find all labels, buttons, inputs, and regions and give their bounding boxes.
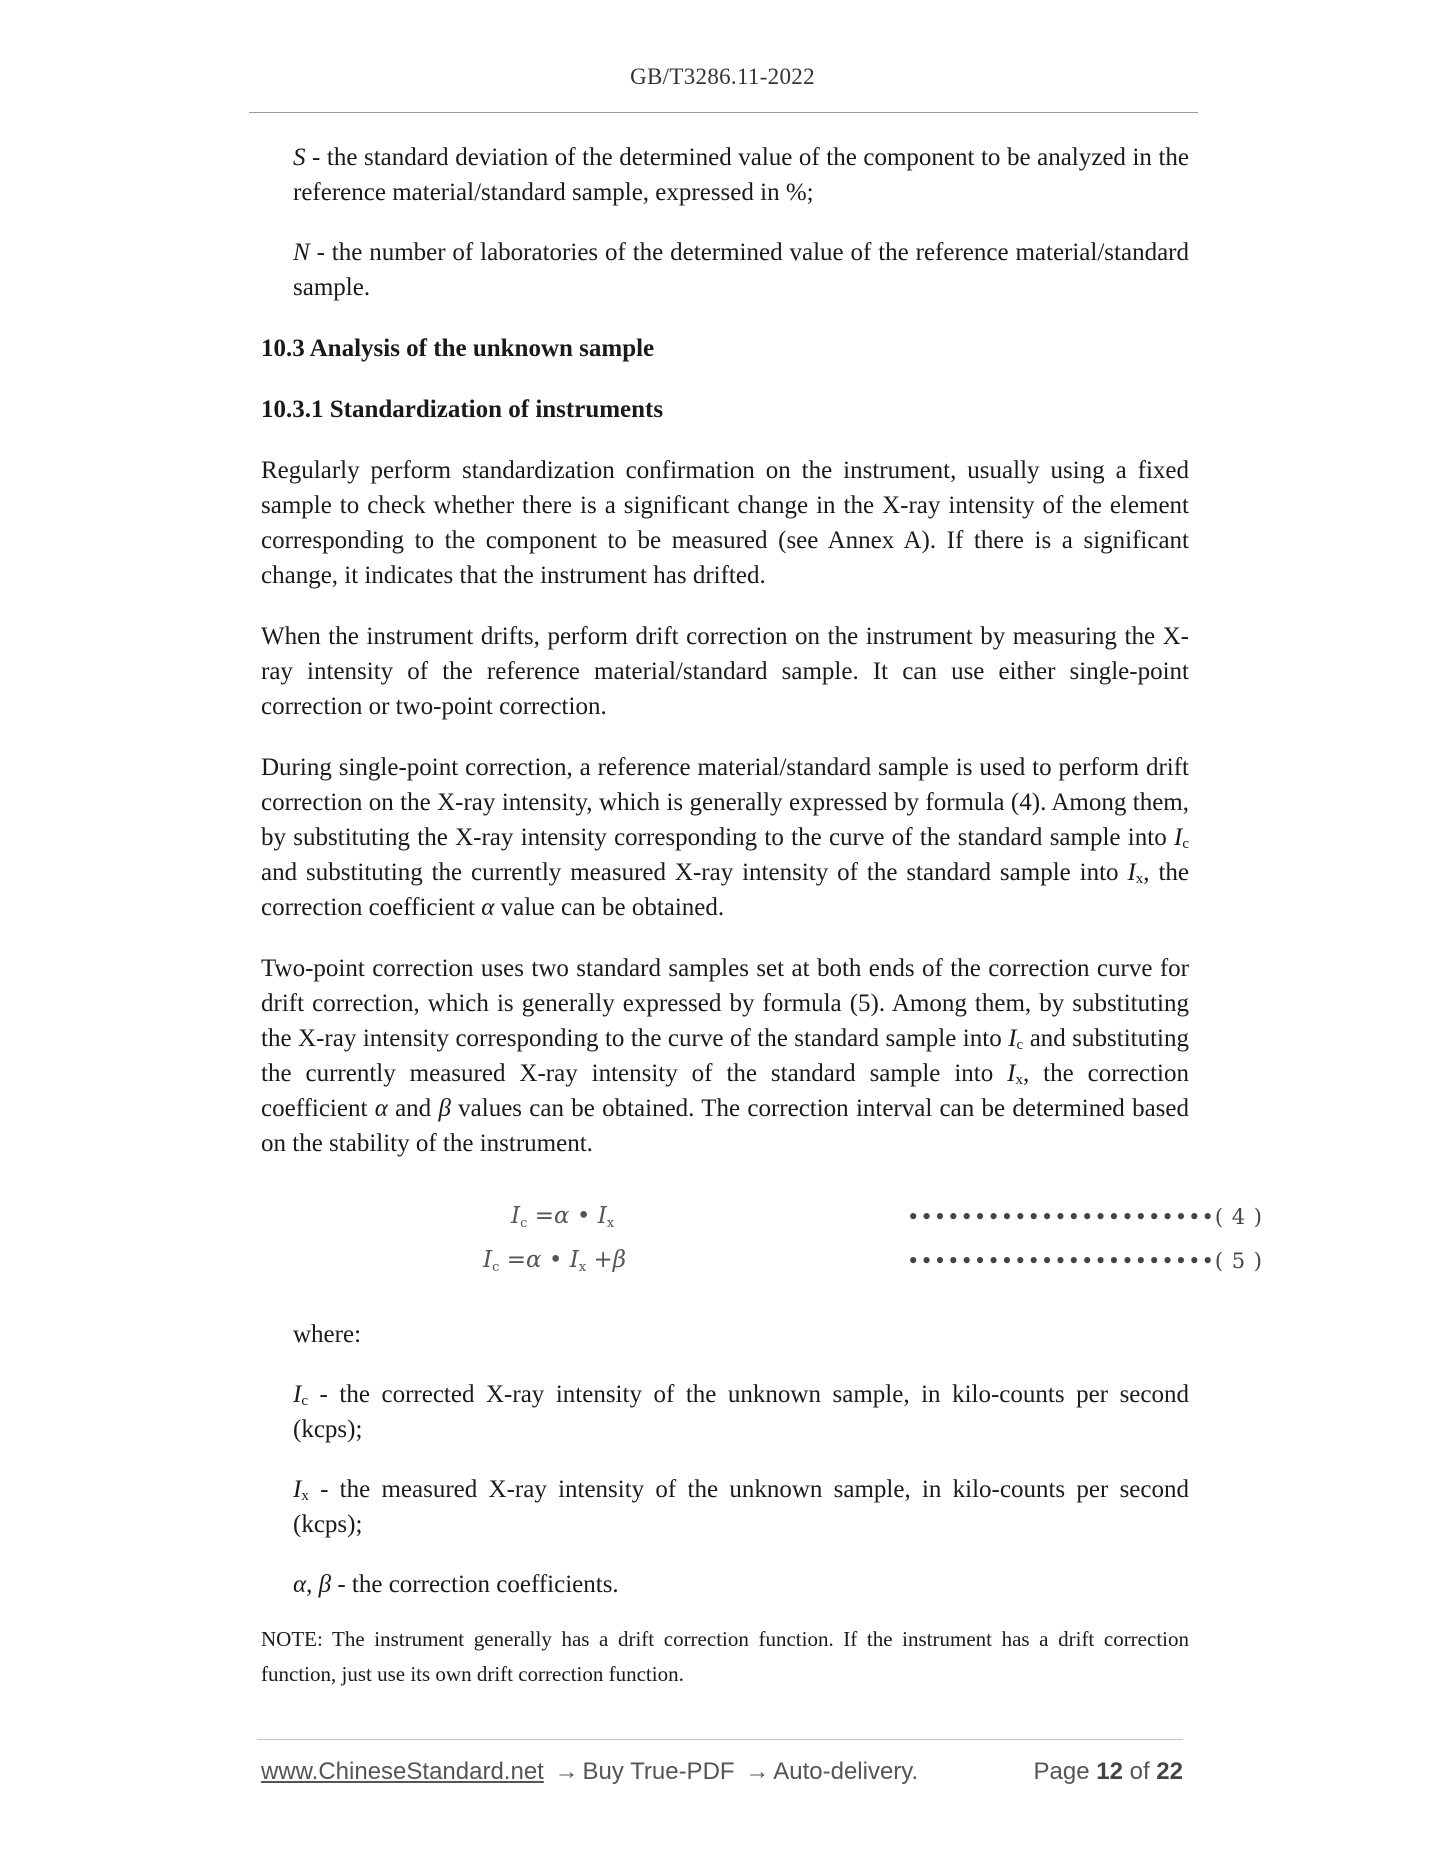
text-run: Two-point correction uses two standard samples set at both ends of the correction curve for drift correction, which is generally expressed by formula (5). Among them, by substituting the X-ray intensity corresponding to the curve of the standard sample into bbox=[261, 955, 1189, 1052]
var-i: I bbox=[1174, 824, 1183, 851]
note-paragraph: NOTE: The instrument generally has a drift correction function. If the instrument has a drift correction function, just use its own drift correction function. bbox=[261, 1627, 1189, 1686]
subscript-c: c bbox=[301, 1393, 308, 1409]
formula-5 bbox=[483, 1247, 626, 1273]
formula-symbol: α bbox=[553, 1203, 570, 1229]
text-run: and substituting the currently measured X-ray intensity of the standard sample into bbox=[261, 859, 1128, 886]
definition-alpha-beta bbox=[293, 1567, 1189, 1602]
page-number: 12 bbox=[1096, 1758, 1123, 1785]
var-beta: β bbox=[318, 1571, 332, 1598]
subscript-c: c bbox=[1182, 836, 1189, 852]
paragraph-two-point bbox=[261, 951, 1189, 1161]
buy-pdf-text: Buy True-PDF bbox=[582, 1758, 735, 1785]
document-header-title: GB/T3286.11-2022 bbox=[630, 64, 815, 89]
separator: , bbox=[306, 1571, 319, 1598]
var-beta: β bbox=[438, 1095, 451, 1122]
formula-symbol: β bbox=[612, 1247, 627, 1273]
dot-leader: ••••••••••••••••••••••• bbox=[907, 1205, 1215, 1229]
text-run: , the correction coefficient bbox=[261, 1060, 1189, 1122]
footer-divider bbox=[257, 1739, 1183, 1740]
formula-4 bbox=[511, 1203, 614, 1229]
arrow-right-icon: → bbox=[554, 1758, 579, 1785]
var-i: I bbox=[1127, 859, 1136, 886]
var-n: N bbox=[293, 239, 310, 266]
var-alpha: α bbox=[481, 894, 495, 921]
formula-symbol: I bbox=[597, 1203, 607, 1229]
formula-subscript: c bbox=[520, 1216, 528, 1231]
page-footer bbox=[261, 1758, 1183, 1786]
var-alpha: α bbox=[293, 1571, 307, 1598]
text-run: values can be obtained. The correction interval can be determined based on the stability of the instrument. bbox=[261, 1095, 1189, 1157]
definition-ix bbox=[293, 1472, 1189, 1542]
subscript-c: c bbox=[1016, 1037, 1024, 1053]
formula-operator: = bbox=[534, 1203, 554, 1229]
site-link[interactable]: www.ChineseStandard.net bbox=[261, 1758, 544, 1785]
definition-s-text: - the standard deviation of the determined value of the component to be analyzed in the reference material/standard sample, expressed in %; bbox=[293, 144, 1189, 206]
dot-leader: ••••••••••••••••••••••• bbox=[907, 1249, 1215, 1273]
formula-operator: • bbox=[576, 1203, 591, 1229]
formula-symbol: α bbox=[525, 1247, 542, 1273]
subscript-x: x bbox=[1135, 871, 1144, 887]
subscript-x: x bbox=[1015, 1072, 1023, 1088]
var-i: I bbox=[293, 1381, 302, 1408]
definition-n bbox=[293, 235, 1189, 305]
page-total: 22 bbox=[1156, 1758, 1183, 1785]
var-i: I bbox=[1007, 1060, 1016, 1087]
formula-subscript: x bbox=[606, 1216, 615, 1231]
arrow-right-icon: → bbox=[745, 1758, 770, 1785]
var-alpha: α bbox=[374, 1095, 388, 1122]
formula-block bbox=[261, 1201, 1264, 1289]
header-divider bbox=[249, 112, 1198, 113]
text-run: and substituting the currently measured X-ray intensity of the standard sample into bbox=[261, 1025, 1189, 1087]
formula-operator: + bbox=[593, 1247, 613, 1273]
page-indicator bbox=[1034, 1758, 1184, 1786]
definition-n-text: - the number of laboratories of the determined value of the reference material/standard sample. bbox=[293, 239, 1189, 301]
formula-operator: = bbox=[506, 1247, 526, 1273]
definition-s bbox=[293, 140, 1189, 210]
where-label: where: bbox=[293, 1321, 362, 1348]
formula-subscript: c bbox=[492, 1260, 500, 1275]
subscript-x: x bbox=[301, 1488, 309, 1504]
formula-symbol: I bbox=[569, 1247, 579, 1273]
text-run: During single-point correction, a reference material/standard sample is used to perform drift correction on the X-ray intensity, which is generally expressed by formula (4). Among them, by substituting the X-ray intensity corresponding to the curve of the standard sample into bbox=[261, 754, 1189, 851]
var-i: I bbox=[293, 1476, 302, 1503]
auto-delivery-text: Auto-delivery. bbox=[773, 1758, 919, 1785]
formula-4-number bbox=[907, 1205, 1263, 1229]
section-heading: 10.3 Analysis of the unknown sample bbox=[261, 335, 655, 362]
text-run: value can be obtained. bbox=[494, 894, 725, 921]
var-s: S bbox=[293, 144, 306, 171]
formula-operator: • bbox=[548, 1247, 563, 1273]
subsection-heading: 10.3.1 Standardization of instruments bbox=[261, 396, 664, 423]
paragraph-single-point bbox=[261, 750, 1189, 925]
of-label: of bbox=[1129, 1758, 1150, 1785]
formula-symbol: I bbox=[483, 1247, 493, 1273]
definition-ic bbox=[293, 1377, 1189, 1447]
equation-number: ( 4 ) bbox=[1214, 1205, 1264, 1229]
definition-ic-text: - the corrected X-ray intensity of the unknown sample, in kilo-counts per second (kcps); bbox=[293, 1381, 1189, 1443]
text-run: and bbox=[387, 1095, 439, 1122]
formula-5-number bbox=[907, 1249, 1263, 1273]
text-run: , the correction coefficient bbox=[261, 859, 1189, 921]
page-content bbox=[261, 140, 1264, 1692]
formula-subscript: x bbox=[578, 1260, 587, 1275]
definition-alpha-beta-text: - the correction coefficients. bbox=[331, 1571, 619, 1598]
formula-symbol: I bbox=[511, 1203, 521, 1229]
var-i: I bbox=[1008, 1025, 1017, 1052]
paragraph-standardization: Regularly perform standardization confirmation on the instrument, usually using a fixed sample to check whether there is a significant change in the X-ray intensity of the element corresponding to the component to be measured (see Annex A). If there is a significant change, it indicates that the instrument has drifted. bbox=[261, 457, 1189, 589]
equation-number: ( 5 ) bbox=[1214, 1249, 1264, 1273]
paragraph-drift: When the instrument drifts, perform drift correction on the instrument by measuring the X-ray intensity of the reference material/standard sample. It can use either single-point correction or two-point correction. bbox=[261, 623, 1189, 720]
definition-ix-text: - the measured X-ray intensity of the unknown sample, in kilo-counts per second (kcps); bbox=[293, 1476, 1189, 1538]
page-label: Page bbox=[1033, 1758, 1090, 1785]
